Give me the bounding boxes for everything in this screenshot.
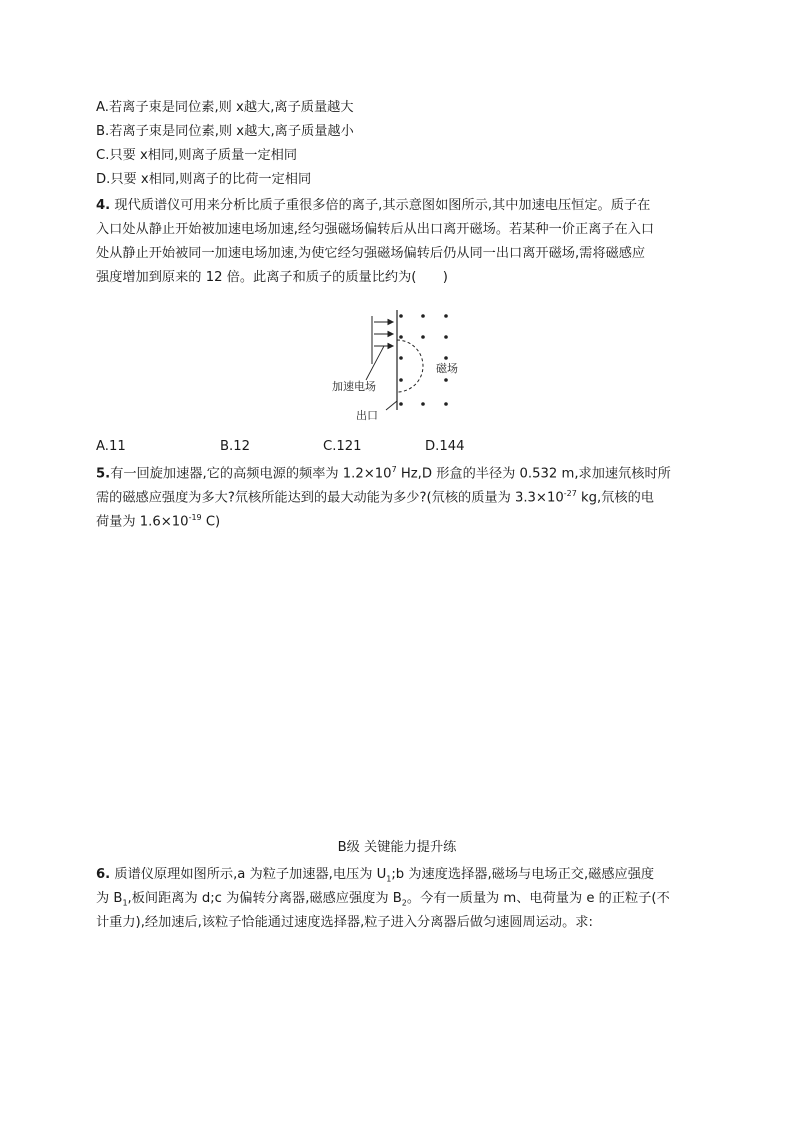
q6-sub-2: 1	[122, 898, 128, 908]
exit-pointer	[386, 401, 397, 410]
q4-line-3: 处从静止开始被同一加速电场加速,为使它经匀强磁场偏转后仍从同一出口离开磁场,需将磁感应	[96, 246, 646, 261]
section-title: B级 关键能力提升练	[337, 840, 457, 855]
field-label-pointer	[366, 346, 384, 380]
q4-number: 4.	[96, 198, 111, 213]
q6-sub-3: 2	[401, 898, 407, 908]
q6-sub-1: 1	[386, 874, 392, 884]
q6-text-1a: 质谱仪原理如图所示,a 为粒子加速器,电压为 U	[114, 867, 387, 882]
q6-text-2a: 为 B	[96, 891, 123, 906]
label-acceleration-field: 加速电场	[332, 380, 376, 393]
q4-option-b: B.12	[220, 439, 251, 454]
q5-number: 5.	[96, 466, 111, 482]
q6-number: 6.	[96, 867, 111, 882]
label-exit: 出口	[356, 409, 378, 422]
q4-line-1	[96, 196, 650, 216]
q4-line-4: 强度增加到原来的 12 倍。此离子和质子的质量比约为( )	[96, 270, 448, 285]
q4-option-a: A.11	[96, 439, 126, 454]
q6-line-3: 计重力),经加速后,该粒子恰能通过速度选择器,粒子进入分离器后做匀速圆周运动。求:	[96, 915, 593, 930]
trajectory-arc	[397, 340, 423, 392]
q6-line-2	[96, 889, 670, 914]
q5-text-1b: Hz,D 形盒的半径为 0.532 m,求加速氘核时所	[396, 466, 671, 482]
q3-option-a: A.若离子束是同位素,则 x越大,离子质量越大	[96, 100, 354, 115]
q6-text-2b: ,板间距离为 d;c 为偏转分离器,磁感应强度为 B	[127, 891, 402, 906]
q5-line-2	[96, 484, 654, 508]
q5-text-1a: 有一回旋加速器,它的高频电源的频率为 1.2×10	[110, 466, 392, 482]
q6-text-1b: ;b 为速度选择器,磁场与电场正交,磁感应强度	[391, 867, 655, 882]
q3-option-c: C.只要 x相同,则离子质量一定相同	[96, 148, 298, 163]
q5-exp-3: -19	[188, 513, 202, 522]
q4-line-2: 入口处从静止开始被加速电场加速,经匀强磁场偏转后从出口离开磁场。若某种一价正离子在入口	[96, 222, 655, 237]
mass-spectrometer-figure	[330, 306, 470, 430]
q5-text-2a: 需的磁感应强度为多大?氘核所能达到的最大动能为多少?(氘核的质量为 3.3×10	[96, 490, 564, 506]
q5-exp-1: 7	[391, 465, 397, 474]
q5-line-1	[96, 460, 671, 484]
acceleration-arrows	[372, 316, 393, 364]
q5-line-3	[96, 508, 220, 532]
magnetic-field-dots	[399, 314, 448, 406]
q5-exp-2: -27	[563, 489, 577, 498]
q3-option-d: D.只要 x相同,则离子的比荷一定相同	[96, 172, 312, 187]
q4-option-c: C.121	[323, 439, 362, 454]
q6-text-2c: 。今有一质量为 m、电荷量为 e 的正粒子(不	[406, 891, 670, 906]
q6-line-1	[96, 865, 654, 890]
q5-text-2b: kg,氘核的电	[576, 490, 654, 506]
q5-text-3b: C)	[201, 514, 221, 530]
q4-option-d: D.144	[425, 439, 465, 454]
label-magnetic-field: 磁场	[436, 362, 458, 375]
q5-text-3a: 荷量为 1.6×10	[96, 514, 189, 530]
q3-option-b: B.若离子束是同位素,则 x越大,离子质量越小	[96, 124, 354, 139]
q4-text-1: 现代质谱仪可用来分析比质子重很多倍的离子,其示意图如图所示,其中加速电压恒定。质子在	[114, 198, 651, 213]
